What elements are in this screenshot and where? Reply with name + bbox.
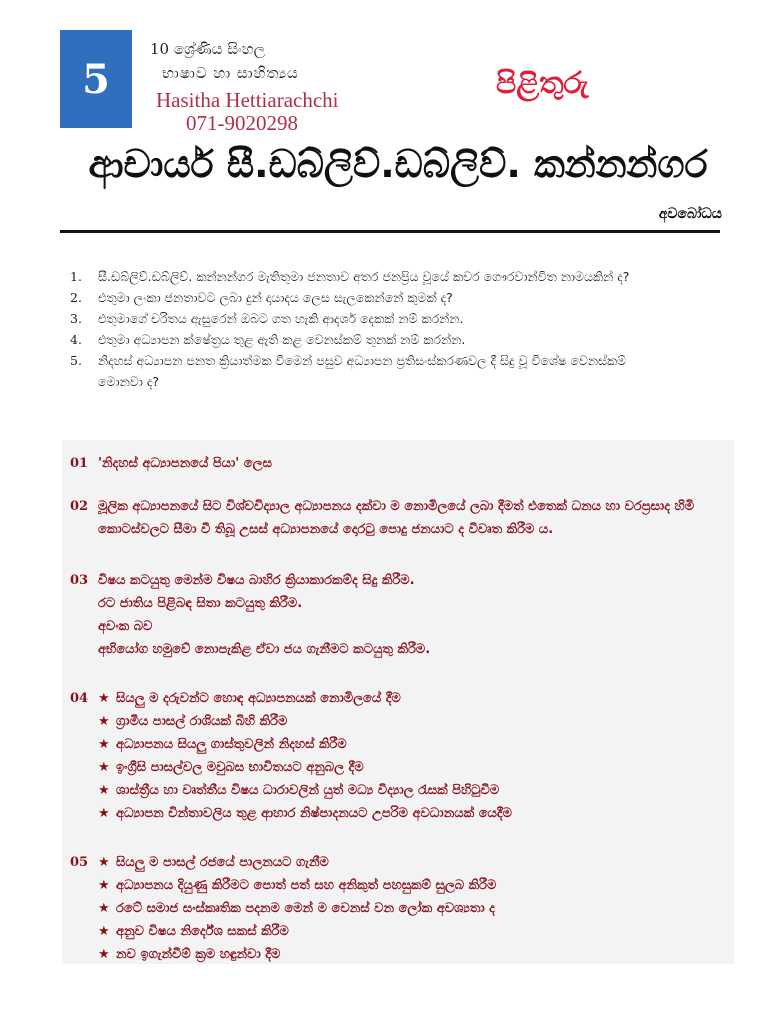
question-item [70,350,670,392]
answer-bullet-item: ★ සියලු ම පාසල් රජයේ පාලනයට ගැනීම [98,851,722,874]
answer-bullet-item: ★ සියලු ම දරුවන්ට හොඳ අධ්‍යාපනයක් නොමිලයේ දීම [98,687,722,710]
question-text: එතුමාගේ චරිතය ඇසුරෙන් ඔබට ගත හැකි ආදර්ශ දෙකක් නම් කරන්න. [98,311,464,326]
answer-number: 02 [70,499,89,514]
question-text: එතුමා අධ්‍යාපන ක්ෂේත්‍රය තුළ ඇති කළ වෙනස්කම් තුනක් නම් කරන්න. [98,332,466,347]
question-number: 1. [70,269,82,284]
answer-number: 01 [70,456,89,471]
answer-bullet-item: ★ අධ්‍යාපනය සියලු ගාස්තුවලින් නිදහස් කිරීම [98,733,722,756]
answer-bullet-item: ★ ඉංග්‍රීසි පාසල්වල මවුබස භාවිතයට අනුබල දීම [98,756,722,779]
section-tag: අවබෝධය [658,206,722,222]
star-icon: ★ [98,947,110,962]
star-icon: ★ [98,924,110,939]
question-item [70,266,670,287]
answer-bullet-item: ★ නව ඉගැන්වීම් ක්‍රම හඳුන්වා දීම [98,943,722,966]
author-name: Hasitha Hettiarachchi [156,88,339,112]
star-icon: ★ [98,691,110,706]
answer-bullet-item: ★ අධ්‍යාපන චින්තාවලිය තුළ ආහාර නිෂ්පාදනයට උපරිම අවධානයක් යෙදීම [98,802,722,825]
answer-line: අභියෝග හමුවේ නොපැකිළ ඒවා ජය ගැනීමට කටයුතු කිරීම. [98,642,431,657]
answer-number: 05 [70,855,89,870]
question-item [70,308,670,329]
answers-panel [62,440,734,964]
grade-text: 10 ශ්‍රේණිය සිංහල [150,40,266,58]
question-number: 5. [70,353,82,368]
question-item [70,329,670,350]
star-icon: ★ [98,855,110,870]
answer-4 [70,687,722,825]
question-text: එතුමා ලංකා ජනතාවට ලබා දුන් දායාදය ලෙස සැලකෙන්නේ කුමක් ද? [98,290,453,305]
star-icon: ★ [98,901,110,916]
question-number: 3. [70,311,82,326]
star-icon: ★ [98,878,110,893]
answer-3 [70,569,722,661]
grade-number: 5 [82,55,110,103]
question-list [70,266,670,392]
answer-text: මූලික අධ්‍යාපනයේ සිට විශ්වවිද්‍යාල අධ්‍යාපනය දක්වා ම නොමිලයේ ලබා දීමත් එතෙක් ධනය හා වරප්‍රසාද හිමි කොටස්වලට සීමා වී තිබූ උසස් අධ්‍යාපනයේ දොරටු පොදු ජනයාට ද විවෘත කිරීම ය. [98,499,695,537]
answer-2 [70,495,722,541]
question-item [70,287,670,308]
divider [60,230,720,233]
question-number: 2. [70,290,82,305]
answers-label: පිළිතුරු [496,66,589,101]
page-title: ආචාර්ය සී.ඩබ්ලිව්.ඩබ්ලිව්. කන්නන්ගර [88,142,708,186]
answer-number: 04 [70,691,89,706]
star-icon: ★ [98,806,110,821]
star-icon: ★ [98,760,110,775]
question-number: 4. [70,332,82,347]
answer-bullet-item: ★ රටේ සමාජ සංස්කෘතික පදනම මෙන් ම වෙනස් වන ලෝක අවශ්‍යතා ද [98,897,722,920]
answer-5 [70,851,722,966]
author-phone: 071-9020298 [186,113,298,131]
answer-line: විෂය කටයුතු මෙන්ම විෂය බාහිර ක්‍රියාකාරකම්ද සිදු කිරීම. [98,573,415,588]
answer-bullet-item: ★ අනුව විෂය නිර්දේශ සකස් කිරීම [98,920,722,943]
star-icon: ★ [98,783,110,798]
answer-1 [70,452,722,475]
star-icon: ★ [98,737,110,752]
subject-block [150,40,339,131]
question-text: සී.ඩබ්ලිව්.ඩබ්ලිව්. කන්නන්ගර මැතිතුමා ජනතාව අතර ජනප්‍රිය වූයේ කවර ගෞරවාන්විත නාමයකින් ද? [98,269,630,284]
star-icon: ★ [98,714,110,729]
answer-number: 03 [70,573,89,588]
subject-text: භාෂාව හා සාහිත්‍යය [162,64,299,82]
answer-bullet-item: ★ අධ්‍යාපනය දියුණු කිරීමට පොත් පත් සහ අනිකුත් පහසුකම් සුලබ කිරීම [98,874,722,897]
answer-bullet-item: ★ ශාස්ත්‍රීය හා වෘත්තීය විෂය ධාරාවලින් යුත් මධ්‍ය විද්‍යාල රැසක් පිහිටුවීම [98,779,722,802]
answer-line: අවංක බව [98,619,153,634]
answer-text: 'නිදහස් අධ්‍යාපනයේ පියා' ලෙස [98,456,272,471]
answer-bullet-item: ★ ග්‍රාමීය පාසල් රාශියක් බිහි කිරීම [98,710,722,733]
answer-line: රට ජාතිය පිළිබඳ සිතා කටයුතු කිරීම. [98,596,303,611]
question-text: නිදහස් අධ්‍යාපන පනත ක්‍රියාත්මක වීමෙන් පසුව අධ්‍යාපන ප්‍රතිසංස්කරණවල දී සිදු වූ විශේෂ වෙනස්කම් මොනවා ද? [98,353,627,389]
grade-number-box [60,30,132,128]
